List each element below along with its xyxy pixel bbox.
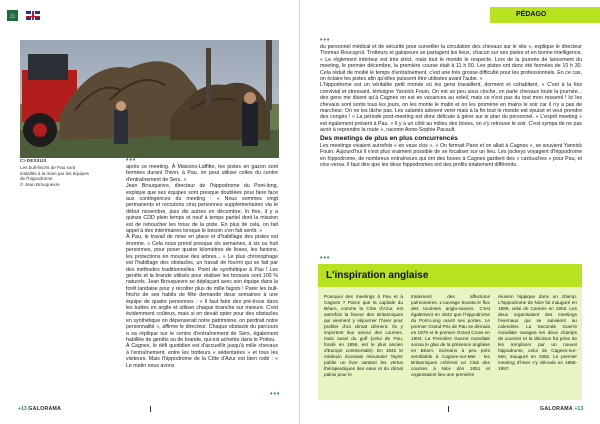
body-paragraph: après ce meeting. À Maisons-Laffitte, les pistes en gazon sont fermées durant l'hiver, à Pau, on peut utiliser celles du centre d'entraînement de Sers. » xyxy=(126,164,278,183)
magazine-brand: GALORAMA xyxy=(540,406,573,412)
body-paragraph: Les meetings vivaient autrefois « en vase clos ». « On fermait Paris et on allait à Cagnes », se souvient Yannick Fouin. Aujourd'hui il n'est plus vraiment possible de se focaliser sur un lieu. Les jockeys voyagent d'hippodrome en hippodrome, de nombreux entraîneurs qui ont des boxes à Cagnes gardent des « cartouches » pour Pau, et vice-versa. Il faut dire que les deux hippodromes ont des profils totalement différents. xyxy=(320,142,582,168)
section-subhead: Des meetings de plus en plus concurrencés xyxy=(320,134,458,142)
caption-title: CI-DESSUS xyxy=(20,158,47,163)
body-paragraph: Jean Brouquevre, directeur de l'hippodrome du Pont-long, explique que ses équipes sont presque doublées pour faire face aux contingences du meeting : « Nous sommes vingt permanents et recrutons cinq personnes supplémentaires via le début novembre, puis dix autres en décembre. In fine, il y a quinze CDD plein temps et neuf à temps partiel dont la mission est de reboucher les trous de la piste. En plus de cela, on fait appel à des intérimaires lorsque le besoin s'en fait sentir. » xyxy=(126,183,278,235)
end-dots: ••• xyxy=(270,391,281,398)
uk-flag-icon[interactable] xyxy=(26,11,40,20)
sidebar-title: L'inspiration anglaise xyxy=(326,270,429,281)
magazine-brand: GALORAMA xyxy=(28,406,62,412)
section-dots: ••• xyxy=(320,37,331,44)
sidebar-box xyxy=(318,264,582,400)
page-mark xyxy=(150,406,151,412)
sidebar-column: réunion hippique dans un champ. L'hippodrome de Nice fut inauguré en 1869, celui de Cannes en 1902. Les deux organisaient des meetings hivernaux qui se suivaient au calendrier. La Seconde Guerre mondiale ravagea les deux champs de courses et la décision fut prise de les remplacer par un nouvel hippodrome, celui de Cagnes-sur-Mer, inauguré en 1952. Le premier meeting d'hiver s'y déroula en 1956-1957. xyxy=(498,294,577,371)
caption-text: Les bull-finchs de Pau sont installés à la main par les équipes de l'hippodrome xyxy=(20,164,89,182)
sidebar-column: Pourquoi des meetings à Pau et à Cagnes ? Parce que la capitale du Béarn, comme la Côte d'Azur, est autrefois la faveur des Britanniques qui viennent y séjourner l'hiver pour profiter d'un climat clément. Ils y importent leur amour des courses, mais aussi du golf (celui de Pau, fondé en 1856, est le plus ancien d'Europe continentale). En 1842 le médecin écossais Alexander Taylor publie un livre vantant les vertus thérapeutiques des eaux et du climat palois pour le xyxy=(324,294,403,377)
page-number: +13 xyxy=(18,406,27,412)
caption-credit: © Jean Brouquevre xyxy=(20,182,60,188)
sidebar-column: traitement des affections pulmonaires. L'ouvrage boosta le flux des touristes anglo-saxons. C'est également en 1842 que l'hippodrome du Pont-Long ouvrit ses portes. Le premier Grand Prix de Pau se déroula en 1879 et le premier Grand Cross en 1904. La Première Guerre mondiale sonna le glas de la présence anglaise en Béarn. Scénario à peu près semblable à Cagnes-sur-Mer : les Britanniques créèrent un Club des courses à Nice dès 1851 et organisaient lieu une première xyxy=(411,294,490,377)
body-paragraph: L'hippodrome est un véritable petit monde où les gens travaillent, dorment et cohabitent. « C'est à la fois convivial et stressant, témoigne Yannick Fouin. On est un peu sous cloche, on parle chevaux toute la journée... des gens me disent qu'à Cagnes on est en vacances au soleil, mais ce n'est pas du tout mon ressenti ! Ici les chevaux sont sortis tous les jours, on les monte le matin et on les promène en mains le soir car il n'y a pas de marcheur. On ne les lâche pas. Les salariés adorent venir mais à la fin tout le monde est épuisé et veut prendre des congés ! » La période post-meeting est donc délicate à gérer sur le plan du personnel. « L'esprit meeting » est également présent à Pau. « Il y a un côté au milieu des boxes, on s'y retrouve le soir. C'est sympa de ne pas avoir à reprendre la route », raconte Anne-Sophie Pacault. xyxy=(320,82,582,134)
page-mark xyxy=(448,406,449,412)
photo-caption xyxy=(20,158,90,188)
page-spine xyxy=(299,0,300,424)
left-footer xyxy=(18,405,61,413)
home-icon[interactable]: ⌂ xyxy=(7,10,18,21)
end-dots: ••• xyxy=(320,255,331,262)
body-paragraph: du personnel médical et de sécurité pour surveiller la circulation des chevaux sur le site », explique le directeur Thomas Roucayrol. Trotteurs et galopeurs se partagent les lieux, chacun sur ses pistes et en bonne intelligence. « Le règlement intérieur est très strict, mais tout le monde le respecte. Lors de la journée de lancement du meeting, le premier décembre, la première course était à 11 h 50. Les pistes ont donc été fermées de 10 h 30. Cela réduit de moitié le temps d'entraînement, c'est une très grosse difficulté pour les professionnels. En ce cas, on éclaire les pistes afin qu'elles puissent être utilisées avant l'aube. » xyxy=(320,44,582,83)
racecourse-photo xyxy=(20,40,279,158)
section-dots: ••• xyxy=(126,157,137,164)
left-body-column xyxy=(126,158,278,369)
body-paragraph: À Cagnes, le défi quotidien est d'accueillir jusqu'à mille chevaux à l'entraînement, entre les trotteurs « sédentaires » et tous les visiteurs. Mais l'hippodrome de la Côte d'Azur est bien rodé : « Le matin nous avons xyxy=(126,343,278,369)
body-paragraph: À Pau, le travail de mise en place et d'habillage des pistes est énorme. « Cela nous prend presque six semaines, à six ou huit personnes, pour poser quatre kilomètres de lisses, les fanions, les protections en mousse des arbres... » Le plus chronophage est l'habillage des obstacles, un travail de fourmi qui se fait par des méthodes traditionnelles. Point de synthétique à Pau ! Les genêts et la brande utilisés pour réaliser les brosses sont 100 % naturels. Jean Brouquevre se déplaçant avec son équipe dans la forêt landaise pour y récolter plus de mille fagots ! Parer les bull-finchs de ses habits de fête demande deux semaines à une équipe de quatre personnes : « Il faut faire des pré-trous dans les buttes en argile et utiliser chaque branche sur mesure. C'est évidemment coûteux, mais si on devait opter pour des obstacles en synthétique on dépenserait notre patrimoine, on perdrait notre personnalité », affirme le directeur. Chaque obstacle du parcours a sa réplique sur le centre d'entraînement de Sers, également habillée de genêts ou de brande, qui est achetée dans le Poitou. xyxy=(126,234,278,343)
right-body-column xyxy=(320,38,582,168)
sidebar-header xyxy=(318,264,582,287)
right-footer xyxy=(540,405,583,413)
section-label: PÉDAGO xyxy=(490,7,600,23)
page-number: +13 xyxy=(574,406,584,412)
